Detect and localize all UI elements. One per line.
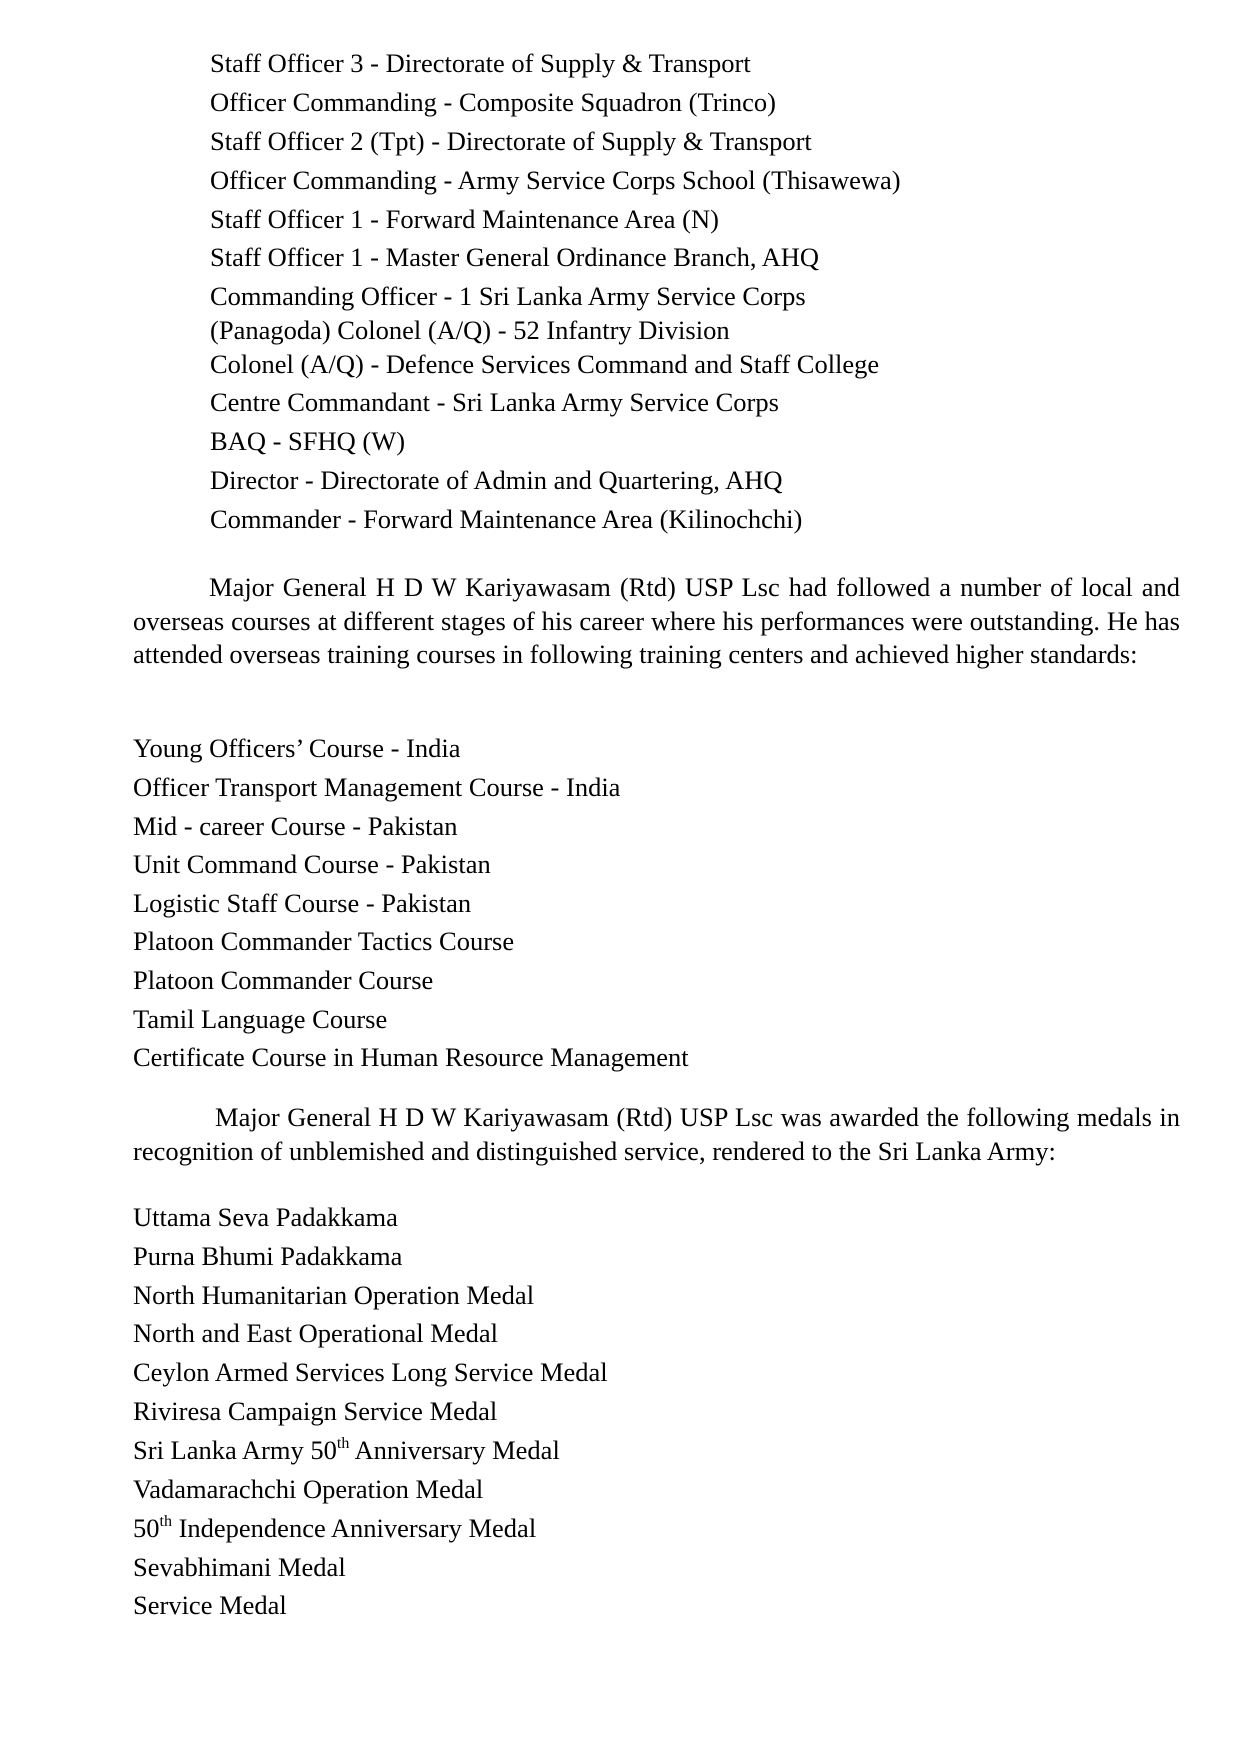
course-item: Platoon Commander Course <box>133 965 434 995</box>
appointment-item: Officer Commanding - Army Service Corps School (Thisawewa) <box>210 165 901 195</box>
courses-paragraph: Major General H D W Kariyawasam (Rtd) USP Lsc had followed a number of local and overseas courses at different stages of his career where his performances were outstanding. He has attended overseas training courses in following training centers and achieved higher standards: <box>133 572 1180 669</box>
medal-item: Riviresa Campaign Service Medal <box>133 1396 498 1426</box>
medal-item: Service Medal <box>133 1590 287 1620</box>
appointment-item: Colonel (A/Q) - Defence Services Command and Staff College <box>210 349 880 379</box>
appointment-item: Commander - Forward Maintenance Area (Kilinochchi) <box>210 504 803 534</box>
appointment-item: Staff Officer 2 (Tpt) - Directorate of Supply & Transport <box>210 126 812 156</box>
ordinal-suffix: th <box>159 1513 172 1530</box>
medal-item <box>133 1515 536 1542</box>
course-item: Unit Command Course - Pakistan <box>133 849 491 879</box>
course-item: Tamil Language Course <box>133 1004 388 1034</box>
appointment-item: Officer Commanding - Composite Squadron (Trinco) <box>210 87 777 117</box>
ordinal-suffix: th <box>336 1435 350 1452</box>
medal-item: North and East Operational Medal <box>133 1318 498 1348</box>
medal-item: Vadamarachchi Operation Medal <box>133 1474 484 1504</box>
medal-item: Sevabhimani Medal <box>133 1552 346 1582</box>
medal-text: Independence Anniversary Medal <box>171 1513 537 1543</box>
course-item: Platoon Commander Tactics Course <box>133 926 515 956</box>
appointment-item: Staff Officer 1 - Forward Maintenance Area (N) <box>210 204 719 234</box>
course-item: Officer Transport Management Course - India <box>133 772 621 802</box>
course-item: Mid - career Course - Pakistan <box>133 811 458 841</box>
medal-text: Sri Lanka Army 50 <box>133 1435 337 1465</box>
appointment-item: Staff Officer 3 - Directorate of Supply & Transport <box>210 48 751 78</box>
appointment-item: Commanding Officer - 1 Sri Lanka Army Service Corps <box>210 281 806 311</box>
medal-item: Uttama Seva Padakkama <box>133 1202 398 1232</box>
course-item: Certificate Course in Human Resource Management <box>133 1042 689 1072</box>
medal-text: Anniversary Medal <box>349 1435 560 1465</box>
course-item: Logistic Staff Course - Pakistan <box>133 888 472 918</box>
appointment-item: Staff Officer 1 - Master General Ordinance Branch, AHQ <box>210 242 820 272</box>
medal-text: 50 <box>133 1513 160 1543</box>
appointment-item: Centre Commandant - Sri Lanka Army Service Corps <box>210 387 779 417</box>
appointment-item: BAQ - SFHQ (W) <box>210 426 406 456</box>
appointment-item: (Panagoda) Colonel (A/Q) - 52 Infantry Division <box>210 315 730 345</box>
appointment-item: Director - Directorate of Admin and Quartering, AHQ <box>210 465 783 495</box>
medals-paragraph: Major General H D W Kariyawasam (Rtd) USP Lsc was awarded the following medals in recognition of unblemished and distinguished service, rendered to the Sri Lanka Army: <box>133 1102 1180 1166</box>
medal-item: North Humanitarian Operation Medal <box>133 1280 535 1310</box>
course-item: Young Officers’ Course - India <box>133 733 461 763</box>
medal-item: Ceylon Armed Services Long Service Medal <box>133 1357 608 1387</box>
medal-item: Purna Bhumi Padakkama <box>133 1241 403 1271</box>
medal-item <box>133 1437 560 1464</box>
